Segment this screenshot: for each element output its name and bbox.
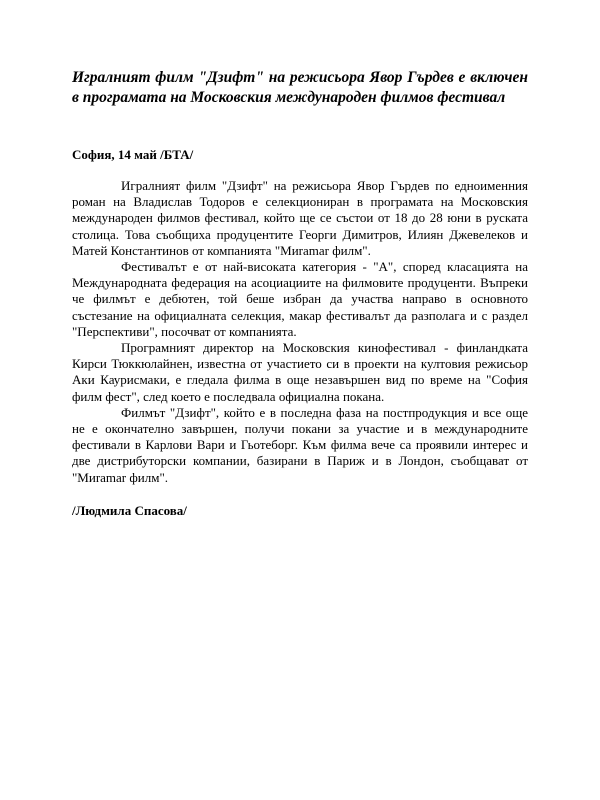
article-signature: /Людмила Спасова/ xyxy=(72,502,187,518)
document-page xyxy=(72,68,528,519)
paragraph: Игралният филм "Дзифт" на режисьора Явор Гърдев по едноименния роман на Владислав Тодоров е селекциониран в програмата на Московския международен филмов фестивал, който ще се състои от 18 до 28 юни в руската столица. Това съобщиха продуцентите Георги Димитров, Илиян Джевелеков и Матей Константинов от компанията "Миramar филм". xyxy=(72,178,528,258)
paragraph: Фестивалът е от най-високата категория - "А", според класацията на Международната федерация на асоциациите на филмовите продуценти. Въпреки че филмът е дебютен, той беше избран да участва направо в основното състезание на официалната селекция, макар фестивалът да разполага и с раздел "Перспективи", посочват от компанията. xyxy=(72,259,528,339)
article-headline: Игралният филм "Дзифт" на режисьора Явор Гърдев е включен в програмата на Московския международен филмов фестивал xyxy=(72,69,528,106)
article-dateline: София, 14 май /БТА/ xyxy=(72,147,194,162)
article-body xyxy=(72,178,528,486)
paragraph: Програмният директор на Московския кинофестивал - финландката Кирси Тюккюлайнен, известна от участието си в проекти на култовия режисьор Аки Каурисмаки, е гледала филма в още незавършен вид по време на "София филм фест", след което е последвала официална покана. xyxy=(72,340,528,404)
paragraph: Филмът "Дзифт", който е в последна фаза на постпродукция и все още не е окончателно завършен, получи покани за участие и в международните фестивали в Карлови Вари и Гьотеборг. Към филма вече са проявили интерес и две дистрибуторски компании, базирани в Париж и в Лондон, съобщават от "Миramar филм". xyxy=(72,404,528,485)
